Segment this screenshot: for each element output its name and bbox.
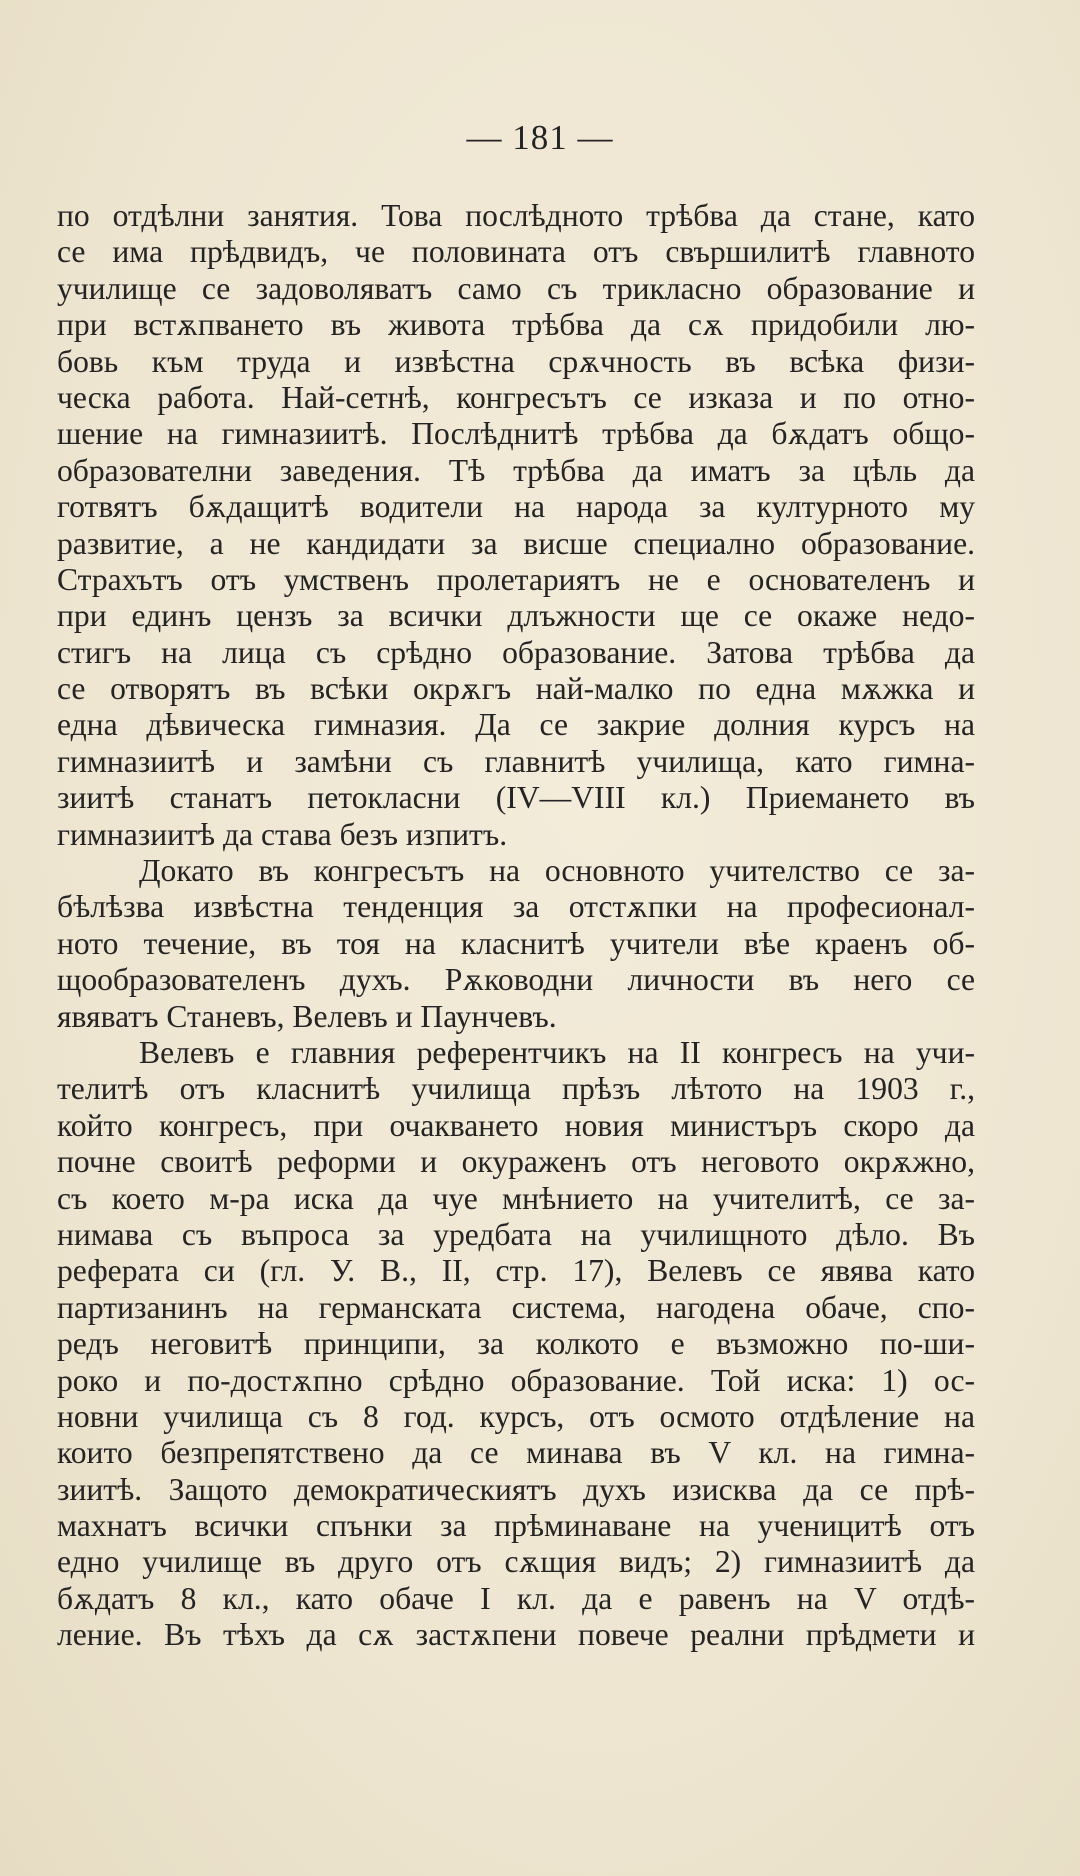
text-line: училище се задоволяватъ само съ трикласно образование и xyxy=(57,270,975,306)
paragraph-3 xyxy=(57,1035,975,1654)
text-line: ното течение, въ тоя на класнитѣ учители вѣе краенъ об- xyxy=(57,925,975,961)
text-line: почне своитѣ реформи и окураженъ отъ неговото окрѫжно, xyxy=(57,1144,975,1180)
text-line: зиитѣ. Защото демократическиятъ духъ изисква да се прѣ- xyxy=(57,1471,975,1507)
text-line: образователни заведения. Тѣ трѣбва да иматъ за цѣль да xyxy=(57,452,975,488)
text-line: който конгресъ, при очакването новия министъръ скоро да xyxy=(57,1107,975,1143)
page-number: — 181 — xyxy=(466,118,614,157)
text-line: шение на гимназиитѣ. Послѣднитѣ трѣбва да бѫдатъ общо- xyxy=(57,416,975,452)
paragraph-1 xyxy=(57,198,975,853)
text-line: се отворятъ въ всѣки окрѫгъ най-малко по една мѫжка и xyxy=(57,671,975,707)
text-line: едно училище въ друго отъ сѫщия видъ; 2) гимназиитѣ да xyxy=(57,1544,975,1580)
text-line: развитие, а не кандидати за висше специално образование. xyxy=(57,525,975,561)
text-line: се има прѣдвидъ, че половината отъ свършилитѣ главното xyxy=(57,234,975,270)
text-line: съ което м-ра иска да чуе мнѣнието на учителитѣ, се за- xyxy=(57,1180,975,1216)
text-line: по отдѣлни занятия. Това послѣдното трѣбва да стане, като xyxy=(57,198,975,233)
text-line: при встѫпването въ живота трѣбва да сѫ придобили лю- xyxy=(57,307,975,343)
text-line: новни училища съ 8 год. курсъ, отъ осмото отдѣление на xyxy=(57,1398,975,1434)
text-line: роко и по-достѫпно срѣдно образование. Той иска: 1) ос- xyxy=(57,1362,975,1398)
text-line: реферата си (гл. У. В., II, стр. 17), Велевъ се явява като xyxy=(57,1253,975,1289)
text-line: нимава съ въпроса за уредбата на училищното дѣло. Въ xyxy=(57,1216,975,1252)
text-line: гимназиитѣ да става безъ изпитъ. xyxy=(57,816,508,852)
text-line: явяватъ Станевъ, Велевъ и Паунчевъ. xyxy=(57,998,557,1034)
text-line: готвятъ бѫдащитѣ водители на народа за културното му xyxy=(57,489,975,525)
text-line: махнатъ всички спънки за прѣминаване на ученицитѣ отъ xyxy=(57,1508,975,1544)
text-line: една дѣвическа гимназия. Да се закрие долния курсъ на xyxy=(57,707,975,743)
text-line: стигъ на лица съ срѣдно образование. Затова трѣбва да xyxy=(57,634,975,670)
text-line: които безпрепятствено да се минава въ V кл. на гимна- xyxy=(57,1435,975,1471)
text-line: бѫдатъ 8 кл., като обаче I кл. да е равенъ на V отдѣ- xyxy=(57,1580,975,1616)
text-line: ческа работа. Най-сетнѣ, конгресътъ се изказа и по отно- xyxy=(57,379,975,415)
text-line: гимназиитѣ и замѣни съ главнитѣ училища, като гимна- xyxy=(57,743,975,779)
text-line: бѣлѣзва извѣстна тенденция за отстѫпки на професионал- xyxy=(57,889,975,925)
text-line: щообразователенъ духъ. Рѫководни личности въ него се xyxy=(57,962,975,998)
text-line: Страхътъ отъ умственъ пролетариятъ не е основателенъ и xyxy=(57,561,975,597)
text-line: ление. Въ тѣхъ да сѫ застѫпени повече реални прѣдмети и xyxy=(57,1617,975,1653)
text-line: Докато въ конгресътъ на основното учителство се за- xyxy=(139,853,975,889)
text-line: редъ неговитѣ принципи, за колкото е възможно по-ши- xyxy=(57,1326,975,1362)
text-line: партизанинъ на германската система, нагодена обаче, спо- xyxy=(57,1289,975,1325)
body-text xyxy=(57,198,975,1654)
paragraph-2 xyxy=(57,853,975,1035)
text-line: бовь към труда и извѣстна срѫчность въ всѣка физи- xyxy=(57,343,975,379)
text-line: телитѣ отъ класнитѣ училища прѣзъ лѣтото на 1903 г., xyxy=(57,1071,975,1107)
text-line: зиитѣ станатъ петокласни (IV—VIII кл.) Приемането въ xyxy=(57,780,975,816)
text-line: при единъ цензъ за всички длъжности ще се окаже недо- xyxy=(57,598,975,634)
text-line: Велевъ е главния референтчикъ на II конгресъ на учи- xyxy=(139,1034,975,1070)
